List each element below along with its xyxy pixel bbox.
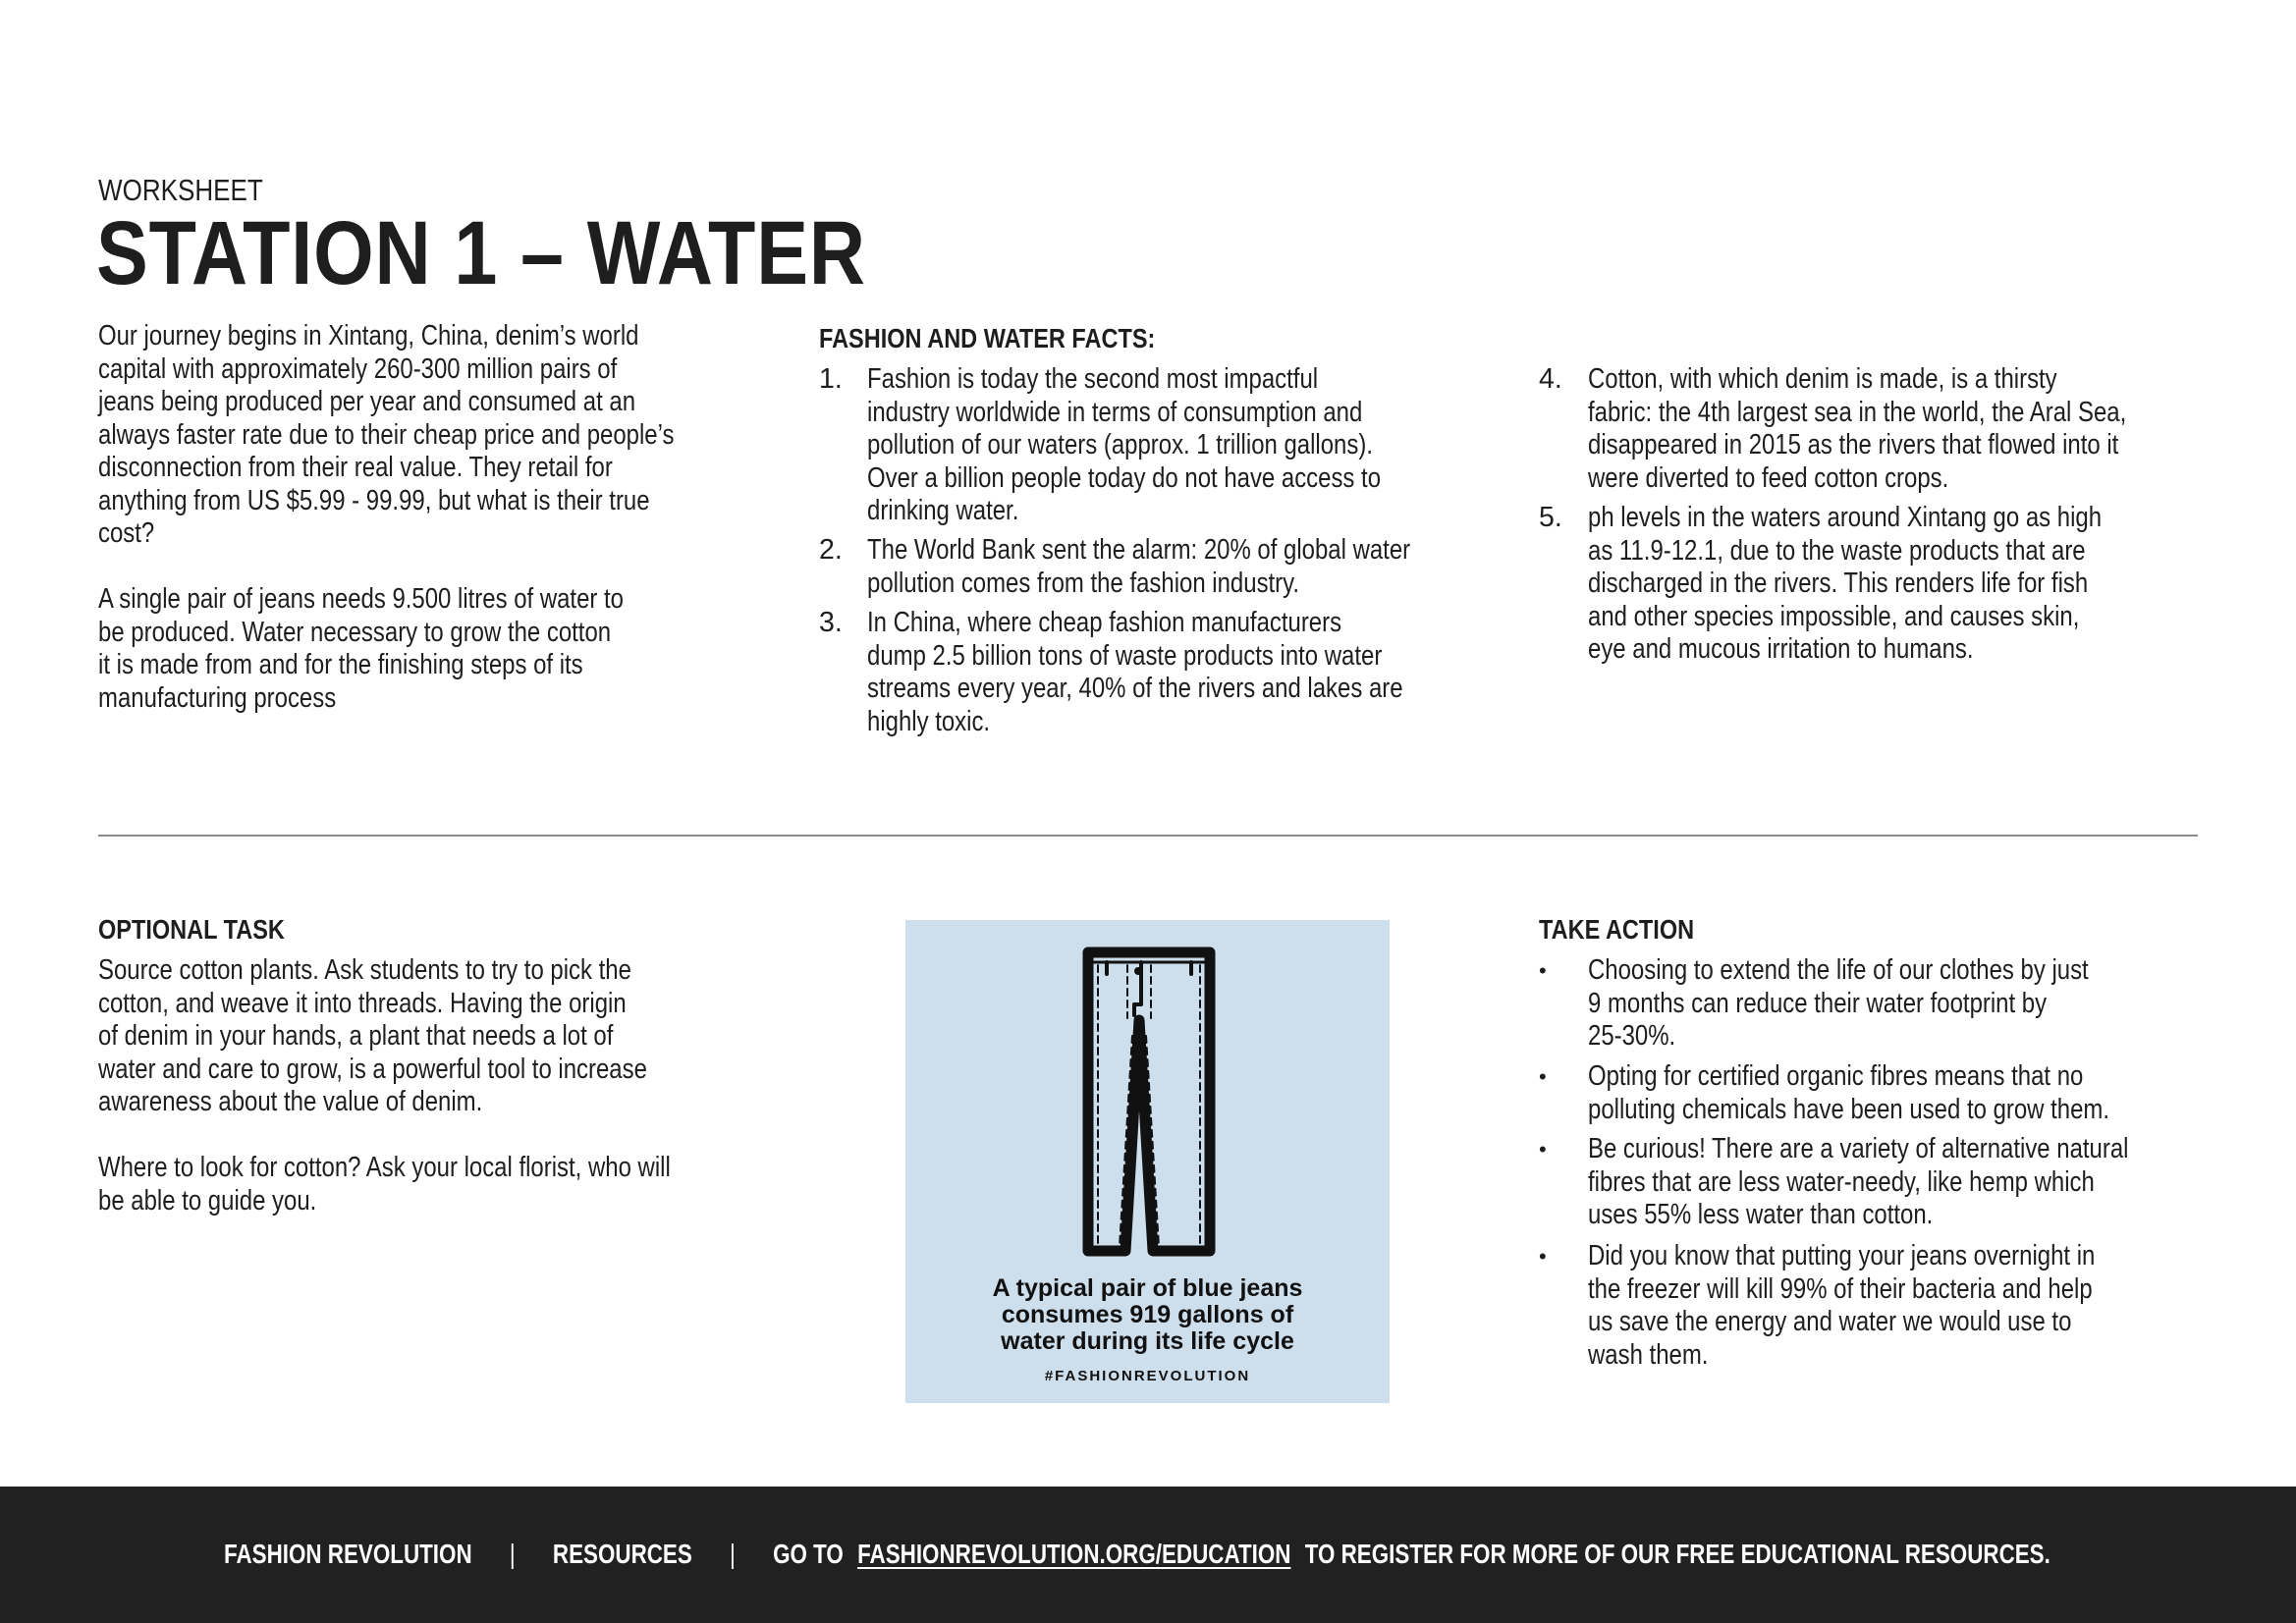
footer-cta-prefix: GO TO [773, 1539, 844, 1569]
poster-hashtag: #FASHIONREVOLUTION [1044, 1368, 1251, 1384]
optional-task-heading: OPTIONAL TASK [98, 914, 285, 945]
text-line: Source cotton plants. Ask students to try to pick the [98, 954, 631, 986]
text-line: cotton, and weave it into threads. Having the origin [98, 987, 627, 1019]
text-line: us save the energy and water we would use to [1588, 1306, 2072, 1337]
text-line: awareness about the value of denim. [98, 1086, 483, 1117]
section-divider [98, 835, 2198, 837]
text-line: 9 months can reduce their water footprint by [1588, 987, 2048, 1019]
text-line: ph levels in the waters around Xintang go as high [1588, 502, 2103, 533]
text-line: as 11.9-12.1, due to the waste products that are [1588, 534, 2086, 567]
bullet-icon: • [1539, 1244, 1547, 1269]
text-line: fabric: the 4th largest sea in the world, the Aral Sea, [1588, 396, 2127, 428]
footer-separator: | [509, 1539, 516, 1569]
intro-paragraph-2 [98, 583, 624, 715]
text-line: water and care to grow, is a powerful tool to increase [98, 1053, 647, 1085]
fact-number: 3. [819, 607, 843, 638]
text-line: disappeared in 2015 as the rivers that flowed into it [1588, 429, 2119, 460]
caption-line: water during its life cycle [1001, 1327, 1294, 1355]
text-line: fibres that are less water-needy, like hemp which [1588, 1165, 2095, 1198]
text-line: were diverted to feed cotton crops. [1588, 461, 1949, 494]
text-line: discharged in the rivers. This renders life for fish [1588, 568, 2089, 599]
text-line: eye and mucous irritation to humans. [1588, 633, 1974, 665]
text-line: In China, where cheap fashion manufacturers [867, 607, 1342, 638]
text-line: Be curious! There are a variety of alternative natural [1588, 1133, 2129, 1164]
text-line: dump 2.5 billion tons of waste products into water [867, 639, 1383, 672]
text-line: Fashion is today the second most impactful [867, 363, 1319, 395]
bullet-icon: • [1539, 1064, 1547, 1089]
fact-number: 2. [819, 534, 843, 566]
text-line: Opting for certified organic fibres means that no [1588, 1060, 2084, 1092]
optional-task-paragraph-2 [98, 1152, 671, 1217]
worksheet-kicker: WORKSHEET [98, 173, 263, 207]
text-line: always faster rate due to their cheap price and people’s [98, 418, 675, 451]
text-line: cost? [98, 517, 155, 549]
text-line: pollution of our waters (approx. 1 trillion gallons). [867, 429, 1373, 460]
text-line: anything from US $5.99 - 99.99, but what is their true [98, 484, 650, 516]
text-line: Cotton, with which denim is made, is a thirsty [1588, 363, 2057, 395]
jeans-icon [905, 920, 1390, 1273]
fact-number: 4. [1539, 363, 1562, 395]
text-line: pollution comes from the fashion industry. [867, 567, 1300, 599]
text-line: uses 55% less water than cotton. [1588, 1199, 1934, 1230]
text-line: the freezer will kill 99% of their bacteria and help [1588, 1272, 2093, 1305]
fact-number: 5. [1539, 502, 1562, 533]
text-line: Over a billion people today do not have access to [867, 461, 1382, 494]
text-line: capital with approximately 260-300 million pairs of [98, 352, 618, 385]
text-line: it is made from and for the finishing steps of its [98, 649, 583, 680]
text-line: Where to look for cotton? Ask your local florist, who will [98, 1152, 671, 1183]
footer-cta-suffix: TO REGISTER FOR MORE OF OUR FREE EDUCATIONAL RESOURCES. [1304, 1539, 2050, 1569]
footer-brand: FASHION REVOLUTION [224, 1539, 472, 1569]
text-line: industry worldwide in terms of consumption and [867, 396, 1363, 428]
text-line: wash them. [1588, 1338, 1709, 1371]
text-line: The World Bank sent the alarm: 20% of global water [867, 534, 1411, 566]
text-line: Our journey begins in Xintang, China, denim’s world [98, 320, 639, 352]
text-line: Choosing to extend the life of our clothes by just [1588, 954, 2089, 986]
text-line: polluting chemicals have been used to grow them. [1588, 1093, 2109, 1125]
caption-line: consumes 919 gallons of [1001, 1301, 1294, 1328]
caption-line: A typical pair of blue jeans [992, 1274, 1303, 1302]
text-line: A single pair of jeans needs 9.500 litres of water to [98, 583, 624, 615]
text-line: Did you know that putting your jeans overnight in [1588, 1240, 2096, 1271]
text-line: streams every year, 40% of the rivers and lakes are [867, 673, 1403, 704]
text-line: 25-30%. [1588, 1020, 1676, 1052]
jeans-water-poster [905, 920, 1390, 1403]
text-line: manufacturing process [98, 681, 337, 714]
page-title: STATION 1 – WATER [96, 203, 866, 303]
poster-caption [905, 1275, 1390, 1355]
optional-task-paragraph-1 [98, 954, 647, 1119]
text-line: drinking water. [867, 495, 1019, 526]
text-line: of denim in your hands, a plant that needs a lot of [98, 1020, 614, 1052]
take-action-heading: TAKE ACTION [1539, 914, 1695, 945]
footer-separator: | [730, 1539, 736, 1569]
text-line: jeans being produced per year and consumed at an [98, 386, 636, 417]
education-link[interactable]: FASHIONREVOLUTION.ORG/EDUCATION [857, 1539, 1291, 1569]
footer-row [224, 1539, 2050, 1570]
intro-paragraph-1 [98, 320, 674, 551]
footer-resources: RESOURCES [552, 1539, 692, 1569]
text-line: be able to guide you. [98, 1184, 317, 1217]
text-line: disconnection from their real value. They retail for [98, 452, 613, 483]
facts-heading: FASHION AND WATER FACTS: [819, 323, 1156, 353]
text-line: and other species impossible, and causes skin, [1588, 600, 2080, 632]
text-line: highly toxic. [867, 705, 991, 737]
bullet-icon: • [1539, 958, 1547, 983]
footer-bar [0, 1487, 2296, 1623]
fact-number: 1. [819, 363, 843, 395]
text-line: be produced. Water necessary to grow the cotton [98, 616, 612, 648]
bullet-icon: • [1539, 1137, 1547, 1162]
